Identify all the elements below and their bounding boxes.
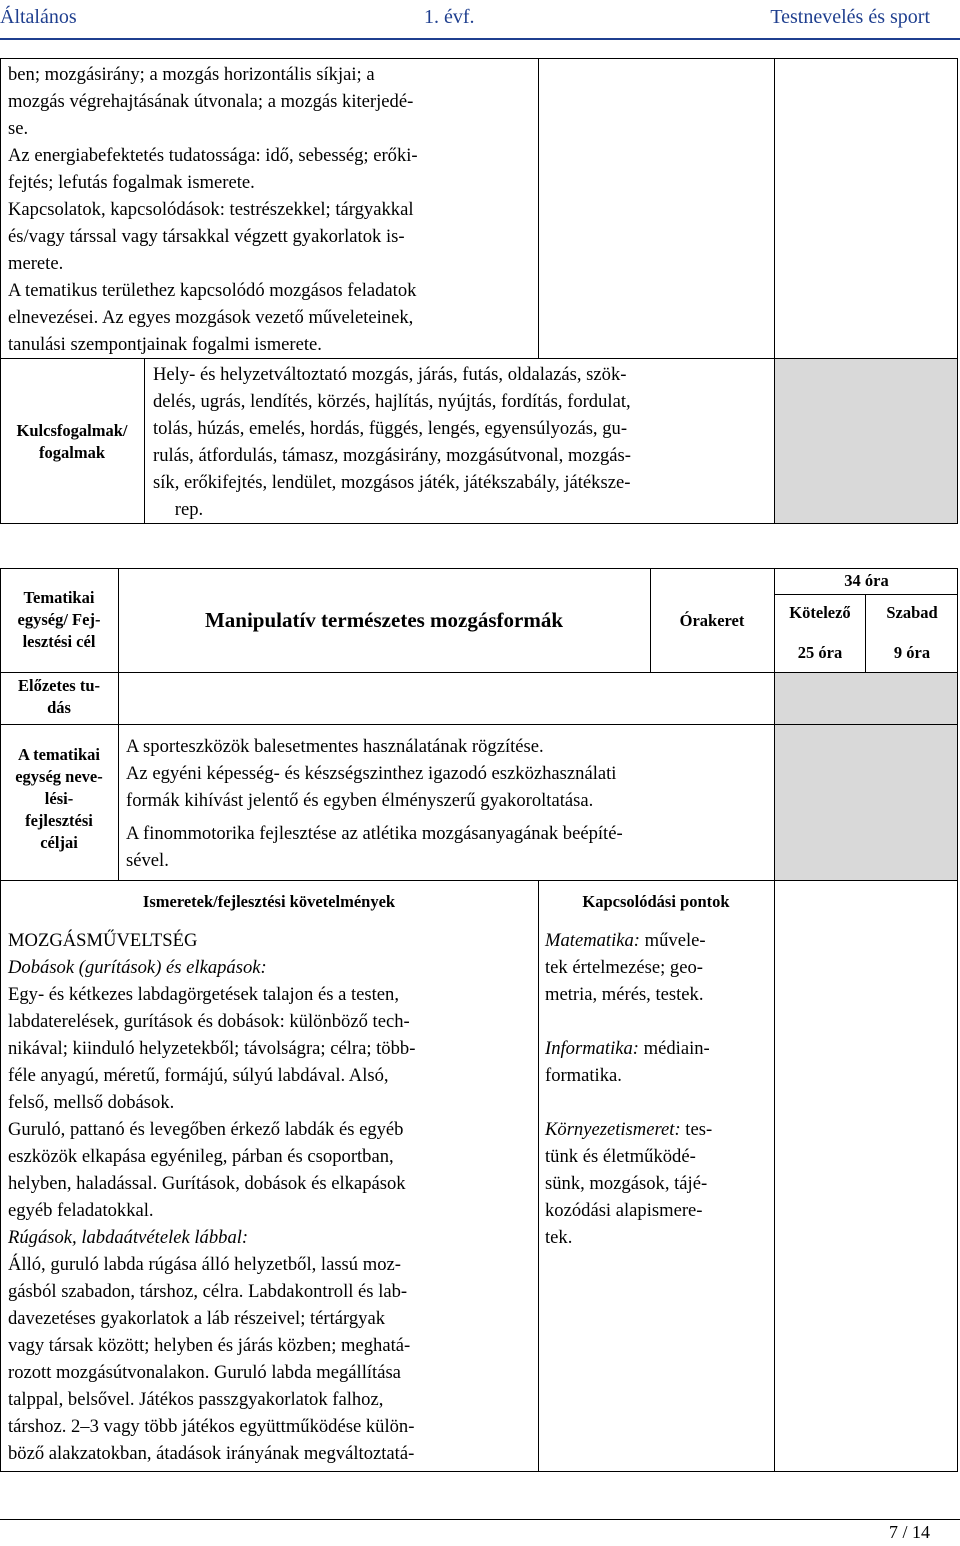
- header-rule: [0, 38, 960, 40]
- text-line: eszközök elkapása egyénileg, párban és csoportban,: [8, 1146, 394, 1167]
- text-line: Az egyéni képesség- és készségszinthez igazodó eszközhasználati: [126, 763, 617, 784]
- text-line: helyben, haladással. Gurítások, dobások és elkapások: [8, 1173, 406, 1194]
- kotelezo-hours: 25 óra: [797, 643, 843, 662]
- szabad-label: Szabad: [886, 603, 938, 622]
- text-line: davezetéses gyakorlatok a láb részeivel; tértárgyak: [8, 1308, 386, 1329]
- header-right: Testnevelés és sport: [770, 6, 930, 28]
- label-line: egység/ Fej-: [17, 610, 101, 629]
- text-line: tanulási szempontjainak fogalmi ismerete.: [8, 334, 322, 355]
- label-line: lesztési cél: [22, 632, 96, 651]
- label-line: Kulcsfogalmak/: [16, 421, 128, 440]
- text-line: Álló, guruló labda rúgása álló helyzetből, lassú moz-: [8, 1254, 401, 1275]
- kulcsfogalmak-label: [0, 420, 144, 464]
- celjai-text: [126, 733, 772, 874]
- label-line: A tematikai: [17, 745, 101, 764]
- text-line: felső, mellső dobások.: [8, 1092, 175, 1113]
- subheading-line: Dobások (gurítások) és elkapások:: [8, 957, 267, 978]
- header-center: 1. évf.: [424, 6, 475, 28]
- text-line: formatika.: [545, 1065, 622, 1086]
- kotelezo-label: Kötelező: [789, 603, 851, 622]
- table1-label-divider: [144, 358, 145, 524]
- text-line: nikával; kiinduló helyzetekből; távolságra; célra; több-: [8, 1038, 416, 1059]
- text-line: és/vagy társsal vagy társakkal végzett gyakorlatok is-: [8, 226, 405, 247]
- text-line: kozódási alapismere-: [545, 1200, 703, 1221]
- text-line: talppal, belsővel. Játékos passzgyakorlatok falhoz,: [8, 1389, 384, 1410]
- tematikai-label: [0, 587, 118, 653]
- label-line: Tematikai: [23, 588, 95, 607]
- label-line: dás: [47, 698, 71, 717]
- hours-rule: [775, 594, 958, 595]
- text-line: MOZGÁSMŰVELTSÉG: [8, 930, 198, 951]
- kulcsfogalmak-text: [153, 361, 773, 523]
- connection-block: [545, 1035, 771, 1089]
- text-line: tek.: [545, 1227, 573, 1248]
- label-line: fejlesztési: [25, 811, 93, 830]
- text-line: Guruló, pattanó és levegőben érkező labdák és egyéb: [8, 1119, 404, 1140]
- text-line: tes-: [680, 1119, 713, 1140]
- text-line: sünk, mozgások, tájé-: [545, 1173, 708, 1194]
- text-line: médiain-: [639, 1038, 710, 1059]
- text-line: elnevezései. Az egyes mozgások vezető műveleteinek,: [8, 307, 414, 328]
- elozetes-label: [0, 675, 118, 719]
- text-line: formák kihívást jelentő és egyben élményszerű gyakoroltatása.: [126, 790, 594, 811]
- text-line: művele-: [640, 930, 706, 951]
- celjai-label: [0, 744, 118, 854]
- col-head-left: Ismeretek/fejlesztési követelmények: [142, 892, 396, 911]
- text-line: rulás, átfordulás, támasz, mozgásirány, mozgásútvonal, mozgás-: [153, 445, 631, 466]
- label-line: Előzetes tu-: [17, 676, 101, 695]
- table1-shaded-cell: [775, 359, 957, 523]
- label-line: lési-: [44, 789, 74, 808]
- text-line: ben; mozgásirány; a mozgás horizontális síkjai; a: [8, 64, 375, 85]
- text-line: féle anyagú, méretű, formájú, súlyú labdával. Alsó,: [8, 1065, 389, 1086]
- text-line: rozott mozgásútvonalakon. Guruló labda megállítása: [8, 1362, 401, 1383]
- text-line: tek értelmezése; geo-: [545, 957, 703, 978]
- text-line: rep.: [174, 499, 204, 520]
- text-line: sével.: [126, 850, 169, 871]
- text-line: Egy- és kétkezes labdagörgetések talajon és a testen,: [8, 984, 400, 1005]
- total-hours: 34 óra: [844, 571, 889, 590]
- text-line: sík, erőkifejtés, lendület, mozgásos játék, játékszabály, játéksze-: [153, 472, 631, 493]
- text-line: labdaterelések, gurítások és dobások: különböző tech-: [8, 1011, 410, 1032]
- connection-block: [545, 1116, 771, 1251]
- celjai-shaded-cell: [775, 725, 957, 880]
- subject-label: Környezetismeret:: [545, 1119, 681, 1140]
- subject-label: Matematika:: [545, 930, 641, 951]
- text-line: egyéb feladatokkal.: [8, 1200, 154, 1221]
- text-line: A finommotorika fejlesztése az atlétika mozgásanyagának beépíté-: [126, 823, 623, 844]
- label-line: egység neve-: [15, 767, 103, 786]
- text-line: vagy társak között; helyben és járás közben; meghatá-: [8, 1335, 411, 1356]
- connection-block: [545, 927, 771, 1008]
- table2-row3-rule: [0, 880, 958, 881]
- text-line: fejtés; lefutás fogalmak ismerete.: [8, 172, 255, 193]
- text-line: se.: [8, 118, 29, 139]
- text-line: merete.: [8, 253, 64, 274]
- label-line: fogalmak: [39, 443, 105, 462]
- text-line: A sporteszközök balesetmentes használatának rögzítése.: [126, 736, 544, 757]
- text-line: Kapcsolatok, kapcsolódások: testrészekkel; tárgyakkal: [8, 199, 414, 220]
- text-line: Hely- és helyzetváltoztató mozgás, járás, futás, oldalazás, szök-: [153, 364, 627, 385]
- text-line: metria, mérés, testek.: [545, 984, 704, 1005]
- connections-text: [545, 927, 771, 1251]
- topic-knowledge-text: [8, 61, 536, 358]
- table2-content-divider: [538, 880, 539, 1472]
- text-line: társhoz. 2‒3 vagy több játékos együttműködése külön-: [8, 1416, 415, 1437]
- subheading-line: Rúgások, labdaátvételek lábbal:: [8, 1227, 249, 1248]
- requirements-text: [8, 927, 536, 1467]
- szabad-hours: 9 óra: [893, 643, 931, 662]
- header-left: Általános: [0, 6, 77, 28]
- table1-divider: [538, 58, 539, 358]
- unit-title: Manipulatív természetes mozgásformák: [204, 608, 564, 632]
- text-line: Az energiabefektetés tudatossága: idő, sebesség; erőki-: [8, 145, 418, 166]
- text-line: tünk és életműködé-: [545, 1146, 696, 1167]
- text-line: mozgás végrehajtásának útvonala; a mozgás kiterjedé-: [8, 91, 414, 112]
- label-line: céljai: [40, 833, 78, 852]
- orakeret-label: Órakeret: [679, 611, 745, 630]
- text-line: delés, ugrás, lendítés, körzés, hajlítás, nyújtás, fordítás, fordulat,: [153, 391, 631, 412]
- footer-rule: [0, 1519, 960, 1520]
- page-number: 7 / 14: [888, 1522, 930, 1542]
- text-line: tolás, húzás, emelés, hordás, függés, lengés, egyensúlyozás, gu-: [153, 418, 628, 439]
- text-line: gásból szabadon, társhoz, célra. Labdakontroll és lab-: [8, 1281, 408, 1302]
- page-header: [0, 0, 960, 36]
- elozetes-shaded-cell: [775, 673, 957, 724]
- subject-label: Informatika:: [545, 1038, 639, 1059]
- text-line: böző alakzatokban, átadások irányának megváltoztatá-: [8, 1443, 415, 1464]
- text-line: A tematikus területhez kapcsolódó mozgásos feladatok: [8, 280, 417, 301]
- col-head-right: Kapcsolódási pontok: [582, 892, 730, 911]
